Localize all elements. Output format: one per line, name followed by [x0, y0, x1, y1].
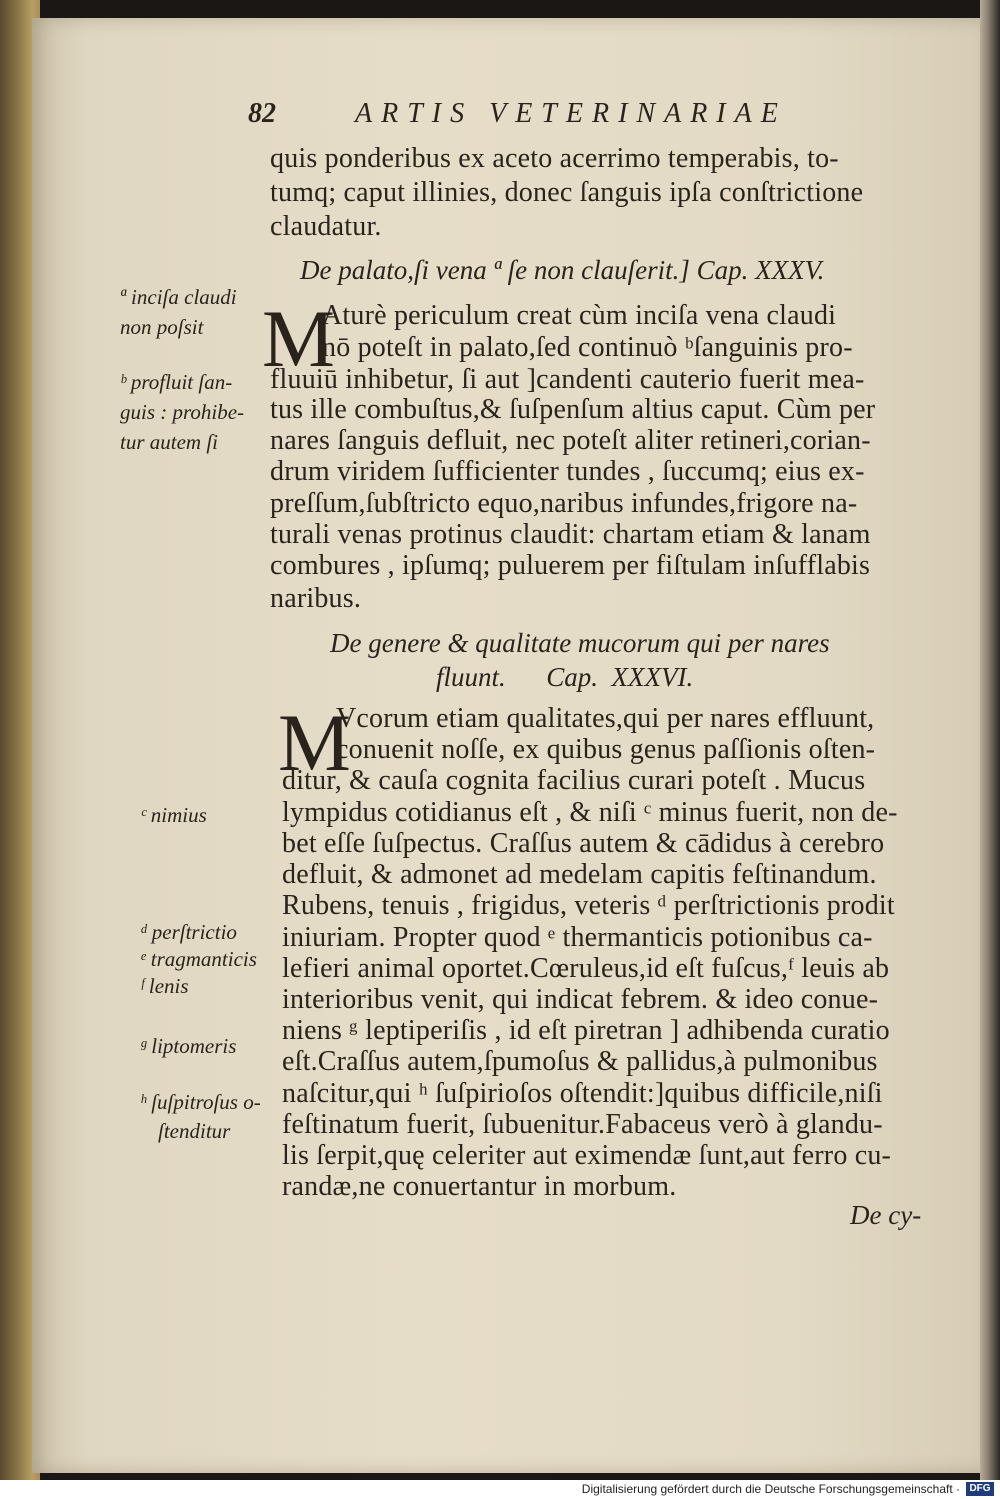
margin-note: ᵍ liptomeris — [140, 1034, 237, 1058]
chapter-heading: De genere & qualitate mucorum qui per nares — [330, 628, 830, 658]
text-line: conuenit noſſe, ex quibus genus paſſionis oſten- — [336, 734, 876, 765]
chapter-heading: fluunt. Cap. XXXVI. — [436, 662, 694, 692]
margin-note: ᵇ profluit ſan- — [120, 370, 233, 394]
text-line: Aturè periculum creat cùm inciſa vena claudi — [322, 300, 837, 331]
drop-cap: M — [262, 293, 335, 384]
text-line: tumq; caput illinies, donec ſanguis ipſa conſtrictione — [270, 177, 864, 208]
text-line: quis ponderibus ex aceto acerrimo temperabis, to- — [270, 143, 839, 174]
text-line: fluuiū inhibetur, ſi aut ]candenti cauterio fuerit mea- — [270, 364, 865, 395]
margin-note: ſtenditur — [158, 1119, 231, 1143]
page-edge — [980, 0, 1000, 1480]
text-line: drum viridem ſufficienter tundes , ſuccumq; eius ex- — [270, 456, 865, 487]
text-line: turali venas protinus claudit: chartam etiam & lanam — [270, 519, 871, 550]
text-line: nō poteſt in palato,ſed continuò ᵇſanguinis pro- — [322, 332, 853, 363]
margin-note: ʰ ſuſpitroſus o- — [140, 1090, 261, 1114]
margin-note: ᵈ perſtrictio — [140, 920, 237, 944]
margin-note: ᶠ lenis — [140, 974, 189, 998]
text-line: bet eſſe ſuſpectus. Craſſus autem & cādidus à cerebro — [282, 828, 885, 859]
text-line: naribus. — [270, 583, 362, 614]
text-line: lympidus cotidianus eſt , & niſi ᶜ minus fuerit, non de- — [282, 797, 898, 828]
running-title: ARTIS VETERINARIAE — [355, 98, 787, 129]
text-line: niens ᵍ leptiperiſis , id eſt piretran ] adhibenda curatio — [282, 1015, 890, 1046]
text-line: nares ſanguis defluit, nec poteſt aliter retineri,corian- — [270, 425, 871, 456]
margin-note: tur autem ſi — [120, 430, 218, 454]
text-line: claudatur. — [270, 211, 382, 242]
text-line: Vcorum etiam qualitates,qui per nares effluunt, — [336, 703, 875, 734]
drop-cap: M — [278, 697, 351, 788]
text-line: tus ille combuſtus,& ſuſpenſum altius caput. Cùm per — [270, 394, 876, 425]
text-line: lefieri animal oportet.Cœruleus,id eſt fuſcus,ᶠ leuis ab — [282, 953, 890, 984]
catchword: De cy- — [850, 1200, 922, 1230]
text-line: ditur, & cauſa cognita facilius curari poteſt . Mucus — [282, 765, 866, 796]
text-line: iniuriam. Propter quod ᵉ thermanticis potionibus ca- — [282, 922, 873, 953]
margin-note: ª inciſa claudi — [120, 285, 237, 309]
text-line: preſſum,ſubſtricto equo,naribus infundes,frigore na- — [270, 488, 858, 519]
margin-note: ᶜ nimius — [140, 803, 207, 827]
text-line: feſtinatum fuerit, ſubuenitur.Fabaceus verò à glandu- — [282, 1109, 883, 1140]
text-line: defluit, & admonet ad medelam capitis feſtinandum. — [282, 859, 877, 890]
margin-note: ᵉ tragmanticis — [140, 947, 257, 971]
margin-note: guis : prohibe- — [120, 400, 245, 424]
dfg-logo: DFG — [966, 1482, 994, 1496]
text-line: combures , ipſumq; puluerem per fiſtulam inſufflabis — [270, 550, 871, 581]
page-number: 82 — [248, 98, 276, 129]
chapter-heading: De palato,ſi vena ª ſe non clauſerit.] Cap. XXXV. — [300, 255, 825, 285]
text-line: eſt.Craſſus autem,ſpumoſus & pallidus,à pulmonibus — [282, 1046, 878, 1077]
funding-credit: Digitalisierung gefördert durch die Deutsche Forschungsgemeinschaft · — [581, 1482, 960, 1496]
text-line: Rubens, tenuis , frigidus, veteris ᵈ perſtrictionis prodit — [282, 890, 895, 921]
text-line: randæ,ne conuertantur in morbum. — [282, 1171, 677, 1202]
text-line: lis ſerpit,quę celeriter aut eximendæ ſunt,aut ferro cu- — [282, 1140, 892, 1171]
text-line: interioribus venit, qui indicat febrem. & ideo conue- — [282, 984, 879, 1015]
text-line: naſcitur,qui ʰ ſuſpirioſos oſtendit:]quibus difficile,niſi — [282, 1078, 883, 1109]
margin-note: non poſsit — [120, 315, 204, 339]
